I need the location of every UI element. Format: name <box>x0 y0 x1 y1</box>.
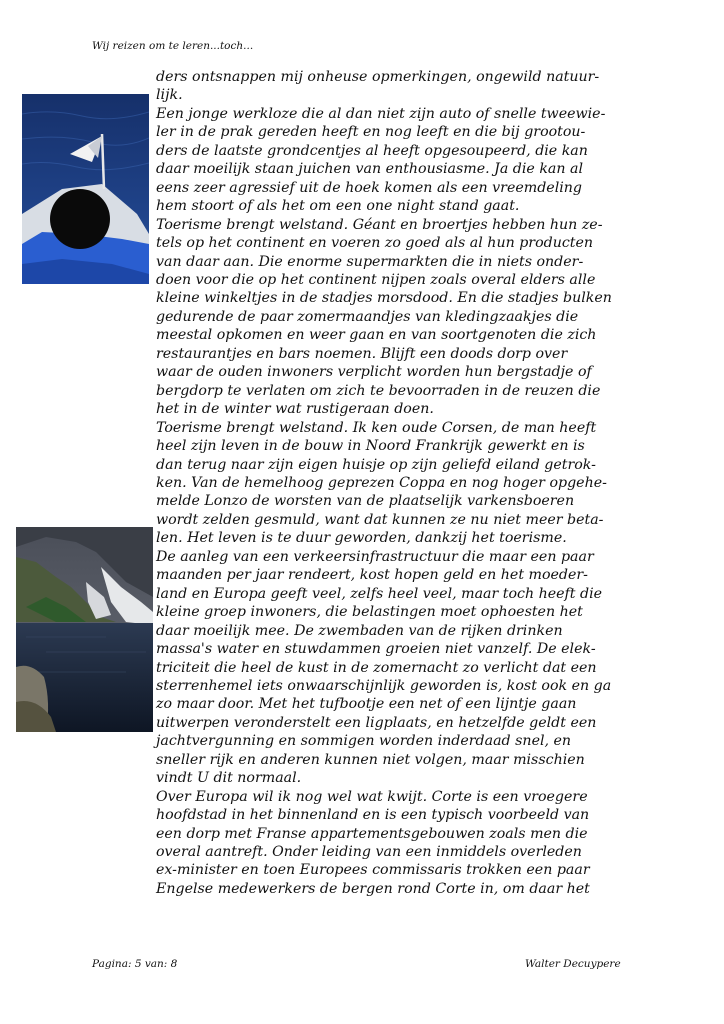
text-line: kleine winkeltjes in de stadjes morsdood. En die stadjes bulken <box>156 290 612 307</box>
text-line: triciteit die heel de kust in de zomernacht zo verlicht dat een <box>156 659 597 676</box>
text-line: restaurantjes en bars noemen. Blijft een doods dorp over <box>156 345 568 362</box>
text-line: lijk. <box>156 87 183 104</box>
text-line: Toerisme brengt welstand. Ik ken oude Corsen, de man heeft <box>156 419 597 436</box>
text-line: Engelse medewerkers de bergen rond Corte in, om daar het <box>156 880 590 897</box>
text-line: jachtvergunning en sommigen worden inderdaad snel, en <box>156 733 572 750</box>
text-line: hoofdstad in het binnenland en is een typisch voorbeeld van <box>156 807 590 824</box>
text-line: sneller rijk en anderen kunnen niet volgen, maar misschien <box>156 751 585 768</box>
text-line: tels op het continent en voeren zo goed als al hun producten <box>156 235 594 252</box>
page-header: Wij reizen om te leren...toch... <box>92 40 254 52</box>
page-number: Pagina: 5 van: 8 <box>92 958 178 970</box>
mountain-lake-photo <box>16 527 153 732</box>
text-line: het in de winter wat rustigeraan doen. <box>156 401 434 418</box>
text-line: ders ontsnappen mij onheuse opmerkingen, ongewild natuur- <box>156 69 600 85</box>
text-line: kleine groep inwoners, die belastingen moet ophoesten het <box>156 604 583 621</box>
text-line: ders de laatste grondcentjes al heeft opgesoupeerd, die kan <box>156 142 588 159</box>
text-line: land en Europa geeft veel, zelfs heel veel, maar toch heeft die <box>156 585 603 602</box>
text-line: Een jonge werkloze die al dan niet zijn auto of snelle tweewie- <box>156 105 606 122</box>
text-line: De aanleg van een verkeersinfrastructuur die maar een paar <box>156 548 594 565</box>
text-line: wordt zelden gesmuld, want dat kunnen ze nu niet meer beta- <box>156 511 604 528</box>
text-line: waar de ouden inwoners verplicht worden hun bergstadje of <box>156 364 592 381</box>
author-name: Walter Decuypere <box>525 958 621 970</box>
text-line: massa's water en stuwdammen groeien niet vanzelf. De elek- <box>156 641 596 658</box>
text-line: een dorp met Franse appartementsgebouwen zoals men die <box>156 825 588 842</box>
text-line: dan terug naar zijn eigen huisje op zijn geliefd eiland getrok- <box>156 456 596 473</box>
text-line: bergdorp te verlaten om zich te bevoorraden in de reuzen die <box>156 382 601 399</box>
text-line: ex-minister en toen Europees commissaris trokken een paar <box>156 862 590 879</box>
text-line: daar moeilijk staan juichen van enthousiasme. Ja die kan al <box>156 161 584 178</box>
text-line: maanden per jaar rendeert, kost hopen geld en het moeder- <box>156 567 588 584</box>
text-line: gedurende de paar zomermaandjes van kledingzaakjes die <box>156 308 579 325</box>
text-line: zo maar door. Met het tufbootje een net of een lijntje gaan <box>156 696 577 713</box>
text-line: sterrenhemel iets onwaarschijnlijk geworden is, kost ook en ga <box>156 677 612 694</box>
text-line: van daar aan. Die enorme supermarkten die in niets onder- <box>156 253 584 270</box>
text-line: heel zijn leven in de bouw in Noord Frankrijk gewerkt en is <box>156 438 585 455</box>
text-line: len. Het leven is te duur geworden, dankzij het toerisme. <box>156 530 567 547</box>
tent-flag-photo <box>22 94 149 284</box>
text-line: ken. Van de hemelhoog geprezen Coppa en nog hoger opgehe- <box>156 474 607 491</box>
text-line: doen voor die op het continent nijpen zoals overal elders alle <box>156 271 596 288</box>
text-line: uitwerpen veronderstelt een ligplaats, en hetzelfde geldt een <box>156 714 597 731</box>
article-body <box>156 68 642 898</box>
text-line: ler in de prak gereden heeft en nog leeft en die bij grootou- <box>156 124 586 141</box>
text-line: vindt U dit normaal. <box>156 770 302 787</box>
text-line: melde Lonzo de worsten van de plaatselijk varkensboeren <box>156 493 575 510</box>
text-line: meestal opkomen en weer gaan en van soortgenoten die zich <box>156 327 597 344</box>
text-line: eens zeer agressief uit de hoek komen als een vreemdeling <box>156 179 582 196</box>
text-line: overal aantreft. Onder leiding van een inmiddels overleden <box>156 844 582 861</box>
text-line: daar moeilijk mee. De zwembaden van de rijken drinken <box>156 622 563 639</box>
text-line: Over Europa wil ik nog wel wat kwijt. Corte is een vroegere <box>156 788 588 805</box>
text-line: hem stoort of als het om een one night stand gaat. <box>156 198 520 215</box>
text-line: Toerisme brengt welstand. Géant en broertjes hebben hun ze- <box>156 216 603 233</box>
